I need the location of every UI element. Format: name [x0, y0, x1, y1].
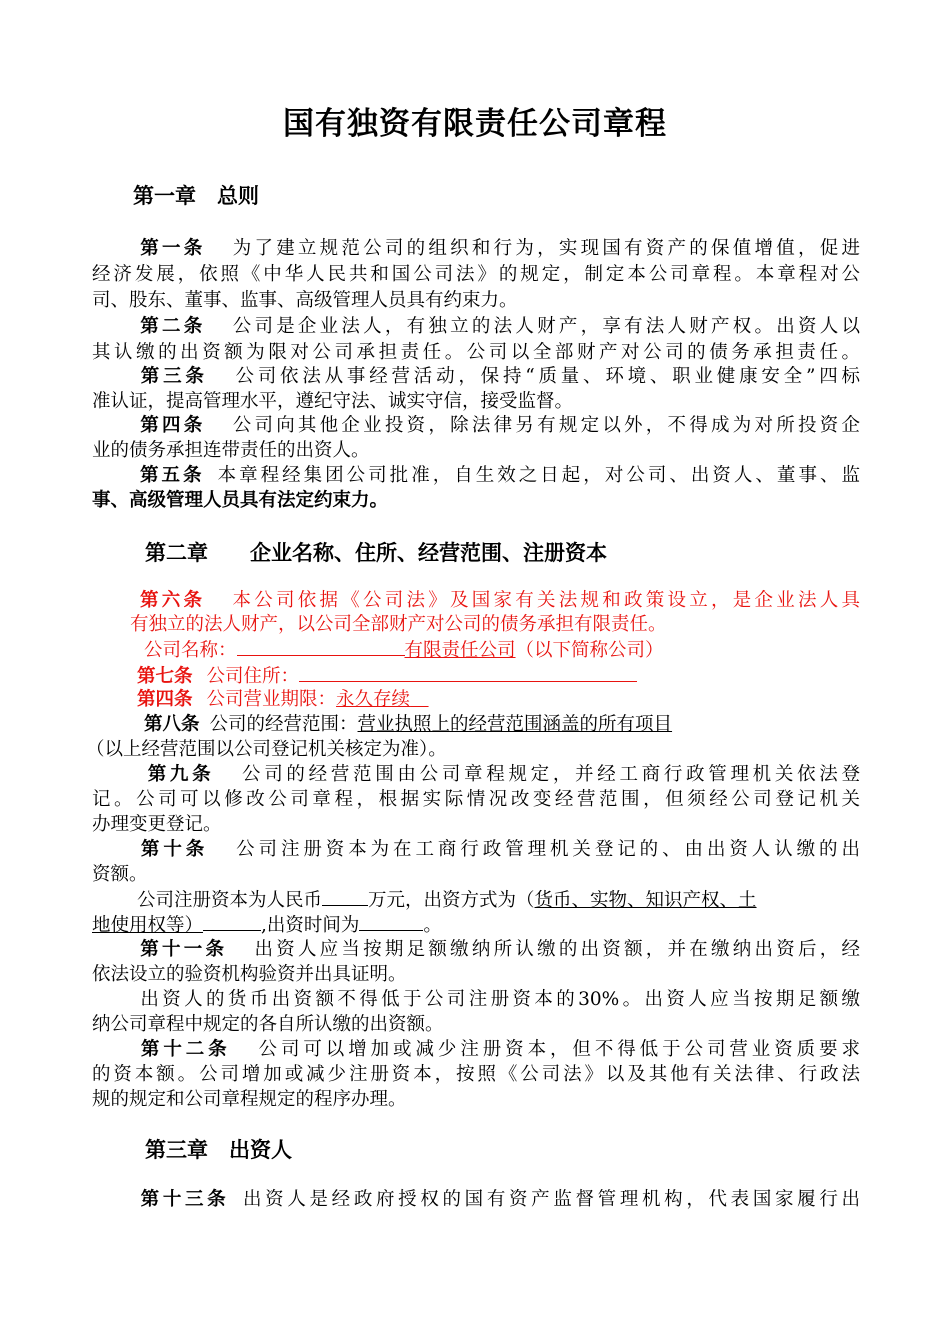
article-12-line-2: 的资本额。公司增加或减少注册资本，按照《公司法》以及其他有关法律、行政法 [92, 1064, 860, 1085]
article-3-line-1: 第三条 公司依法从事经营活动，保持“质量、环境、职业健康安全”四标 [137, 366, 860, 387]
article-9-line-2: 记。公司可以修改公司章程，根据实际情况改变经营范围，但须经公司登记机关 [92, 789, 860, 810]
company-address-blank[interactable] [299, 663, 637, 682]
article-5-line-2: 事、高级管理人员具有法定约束力。 [92, 490, 389, 511]
article-12-line-3: 规的规定和公司章程规定的程序办理。 [92, 1089, 407, 1110]
article-1-line-1: 第一条 为了建立规范公司的组织和行为，实现国有资产的保值增值，促进 [137, 238, 860, 259]
article-9-label: 第九条 [144, 764, 215, 785]
article-4-label: 第四条 [137, 415, 206, 436]
article-1-line-3: 司、股东、董事、监事、高级管理人员具有约束力。 [92, 290, 518, 311]
article-8-line-1: 第八条 公司的经营范围：营业执照上的经营范围涵盖的所有项目 [144, 714, 673, 735]
article-11-label: 第十一条 [137, 939, 228, 960]
article-6-line-2: 有独立的法人财产，以公司全部财产对公司的债务承担有限责任。 [130, 614, 667, 635]
article-7-label: 第七条 [137, 666, 193, 687]
article-10-label: 第十条 [137, 839, 209, 860]
chapter-3-heading: 第三章 出资人 [145, 1137, 292, 1162]
article-3-line-2: 准认证，提高管理水平，遵纪守法、诚实守信，接受监督。 [92, 391, 574, 412]
article-9-line-3: 办理变更登记。 [92, 814, 222, 835]
article-7-line: 第七条 公司住所： [137, 663, 637, 690]
article-5-line-1: 第五条 本章程经集团公司批准，自生效之日起，对公司、出资人、董事、监 [137, 465, 860, 486]
article-9-line-1: 第九条 公司的经营范围由公司章程规定，并经工商行政管理机关依法登 [144, 764, 860, 785]
article-2-label: 第二条 [137, 316, 206, 337]
document-title: 国有独资有限责任公司章程 [283, 106, 667, 142]
article-1-line-2: 经济发展，依照《中华人民共和国公司法》的规定，制定本公司章程。本章程对公 [92, 264, 860, 285]
article-4b-label: 第四条 [137, 689, 193, 710]
operating-period-value: 永久存续 [336, 689, 411, 710]
article-3-label: 第三条 [137, 366, 208, 387]
capital-amount-blank[interactable] [322, 887, 368, 906]
article-12-label: 第十二条 [137, 1039, 231, 1060]
article-11-para-2-line-1: 出资人的货币出资额不得低于公司注册资本的30%。出资人应当按期足额缴 [137, 989, 860, 1010]
article-10-line-2: 资额。 [92, 864, 148, 885]
company-name-line: 公司名称： 有限责任公司（以下简称公司） [144, 637, 664, 664]
article-5-label: 第五条 [137, 465, 205, 486]
company-name-blank[interactable] [237, 637, 405, 656]
contribution-method-blank[interactable] [203, 912, 261, 931]
article-6-line-1: 第六条 本公司依据《公司法》及国家有关法规和政策设立，是企业法人具 [140, 590, 860, 611]
article-4b-line: 第四条 公司营业期限：永久存续 [137, 689, 411, 710]
article-11-line-2: 依法设立的验资机构验资并出具证明。 [92, 964, 407, 985]
article-6-label: 第六条 [140, 590, 206, 611]
article-2-line-2: 其认缴的出资额为限对公司承担责任。公司以全部财产对公司的债务承担责任。 [92, 342, 860, 363]
registered-capital-line: 公司注册资本为人民币 万元，出资方式为（货币、实物、知识产权、土 [137, 887, 757, 914]
article-13-label: 第十三条 [137, 1189, 230, 1210]
contribution-time-blank[interactable] [359, 912, 423, 931]
article-4-line-2: 业的债务承担连带责任的出资人。 [92, 440, 370, 461]
business-scope-value: 营业执照上的经营范围涵盖的所有项目 [357, 714, 673, 735]
article-11-para-2-line-2: 纳公司章程中规定的各自所认缴的出资额。 [92, 1014, 444, 1035]
article-4-line-1: 第四条 公司向其他企业投资，除法律另有规定以外，不得成为对所投资企 [137, 415, 860, 436]
article-1-label: 第一条 [137, 238, 206, 259]
chapter-1-heading: 第一章 总则 [133, 183, 259, 208]
article-11-line-1: 第十一条 出资人应当按期足额缴纳所认缴的出资额，并在缴纳出资后，经 [137, 939, 860, 960]
article-2-line-1: 第二条 公司是企业法人，有独立的法人财产，享有法人财产权。出资人以 [137, 316, 860, 337]
registered-capital-line-2: 地使用权等） ,出资时间为 。 [92, 912, 442, 939]
article-8-label: 第八条 [144, 714, 200, 735]
article-13-line-1: 第十三条 出资人是经政府授权的国有资产监督管理机构，代表国家履行出 [137, 1189, 860, 1210]
chapter-2-heading: 第二章 企业名称、住所、经营范围、注册资本 [145, 540, 607, 565]
article-8-line-2: （以上经营范围以公司登记机关核定为准）。 [86, 739, 447, 760]
article-12-line-1: 第十二条 公司可以增加或减少注册资本，但不得低于公司营业资质要求 [137, 1039, 860, 1060]
article-10-line-1: 第十条 公司注册资本为在工商行政管理机关登记的、由出资人认缴的出 [137, 839, 860, 860]
